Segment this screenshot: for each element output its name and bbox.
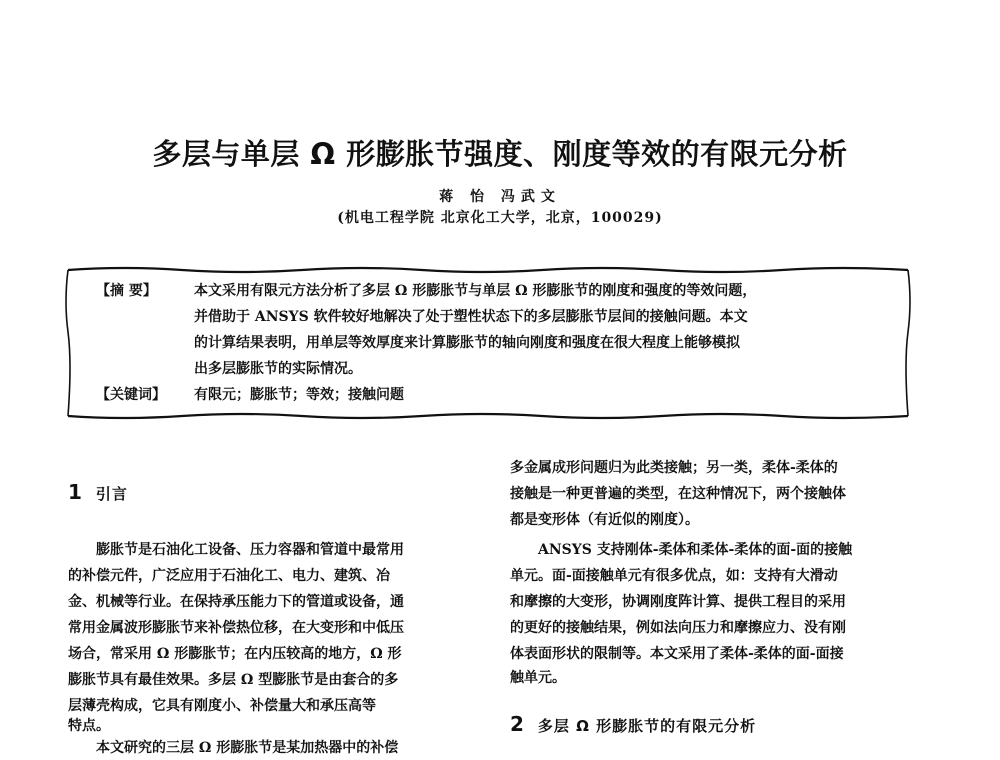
abstract-line: 出多层膨胀节的实际情况。 bbox=[194, 361, 362, 377]
paper-title: 多层与单层 Ω 形膨胀节强度、刚度等效的有限元分析 bbox=[152, 137, 848, 171]
abstract-box bbox=[62, 262, 914, 422]
body-line: 接触是一种更普遍的类型，在这种情况下，两个接触体 bbox=[510, 486, 846, 502]
body-line: 都是变形体（有近似的刚度）。 bbox=[510, 512, 699, 528]
body-line: 膨胀节是石油化工设备、压力容器和管道中最常用 bbox=[96, 542, 404, 558]
abstract-line: 本文采用有限元方法分析了多层 Ω 形膨胀节与单层 Ω 形膨胀节的刚度和强度的等效问题， bbox=[194, 283, 757, 299]
body-line: 体表面形状的限制等。本文采用了柔体-柔体的面-面接 bbox=[510, 646, 844, 662]
section1-heading bbox=[68, 480, 128, 504]
body-line: 的补偿元件，广泛应用于石油化工、电力、建筑、冶 bbox=[68, 568, 390, 584]
body-line: 触单元。 bbox=[510, 670, 566, 686]
section1-number: 1 bbox=[68, 480, 82, 504]
body-line: 和摩擦的大变形，协调刚度阵计算、提供工程目的采用 bbox=[510, 594, 846, 610]
abstract-label: 【摘 要】 bbox=[96, 283, 157, 299]
body-line: 金、机械等行业。在保持承压能力下的管道或设备，通 bbox=[68, 594, 404, 610]
section2-title: 多层 Ω 形膨胀节的有限元分析 bbox=[537, 717, 757, 735]
body-line: 本文研究的三层 Ω 形膨胀节是某加热器中的补偿 bbox=[96, 740, 399, 756]
body-line: 常用金属波形膨胀节来补偿热位移，在大变形和中低压 bbox=[68, 620, 404, 636]
section2-heading bbox=[510, 712, 756, 736]
body-line: 特点。 bbox=[68, 718, 110, 734]
body-line: 场合，常采用 Ω 形膨胀节；在内压较高的地方，Ω 形 bbox=[68, 646, 402, 662]
body-line: 单元。面-面接触单元有很多优点，如：支持有大滑动 bbox=[510, 568, 838, 584]
abstract-line: 的计算结果表明，用单层等效厚度来计算膨胀节的轴向刚度和强度在很大程度上能够模拟 bbox=[194, 335, 740, 351]
keywords-label: 【关键词】 bbox=[96, 387, 166, 403]
keywords: 有限元；膨胀节；等效；接触问题 bbox=[194, 387, 404, 403]
abstract-line: 并借助于 ANSYS 软件较好地解决了处于塑性状态下的多层膨胀节层间的接触问题。本文 bbox=[194, 309, 748, 325]
section1-title: 引言 bbox=[95, 485, 128, 503]
authors: 蒋 怡 冯武文 bbox=[439, 189, 561, 205]
body-line: 的更好的接触结果，例如法向压力和摩擦应力、没有刚 bbox=[510, 620, 846, 636]
body-line: ANSYS 支持刚体-柔体和柔体-柔体的面-面的接触 bbox=[538, 542, 853, 558]
body-line: 膨胀节具有最佳效果。多层 Ω 型膨胀节是由套合的多 bbox=[68, 672, 399, 688]
section2-number: 2 bbox=[510, 712, 524, 736]
body-line: 层薄壳构成，它具有刚度小、补偿量大和承压高等 bbox=[68, 698, 376, 714]
affiliation: (机电工程学院 北京化工大学，北京，100029) bbox=[337, 210, 663, 226]
body-line: 多金属成形问题归为此类接触；另一类，柔体-柔体的 bbox=[510, 460, 838, 476]
